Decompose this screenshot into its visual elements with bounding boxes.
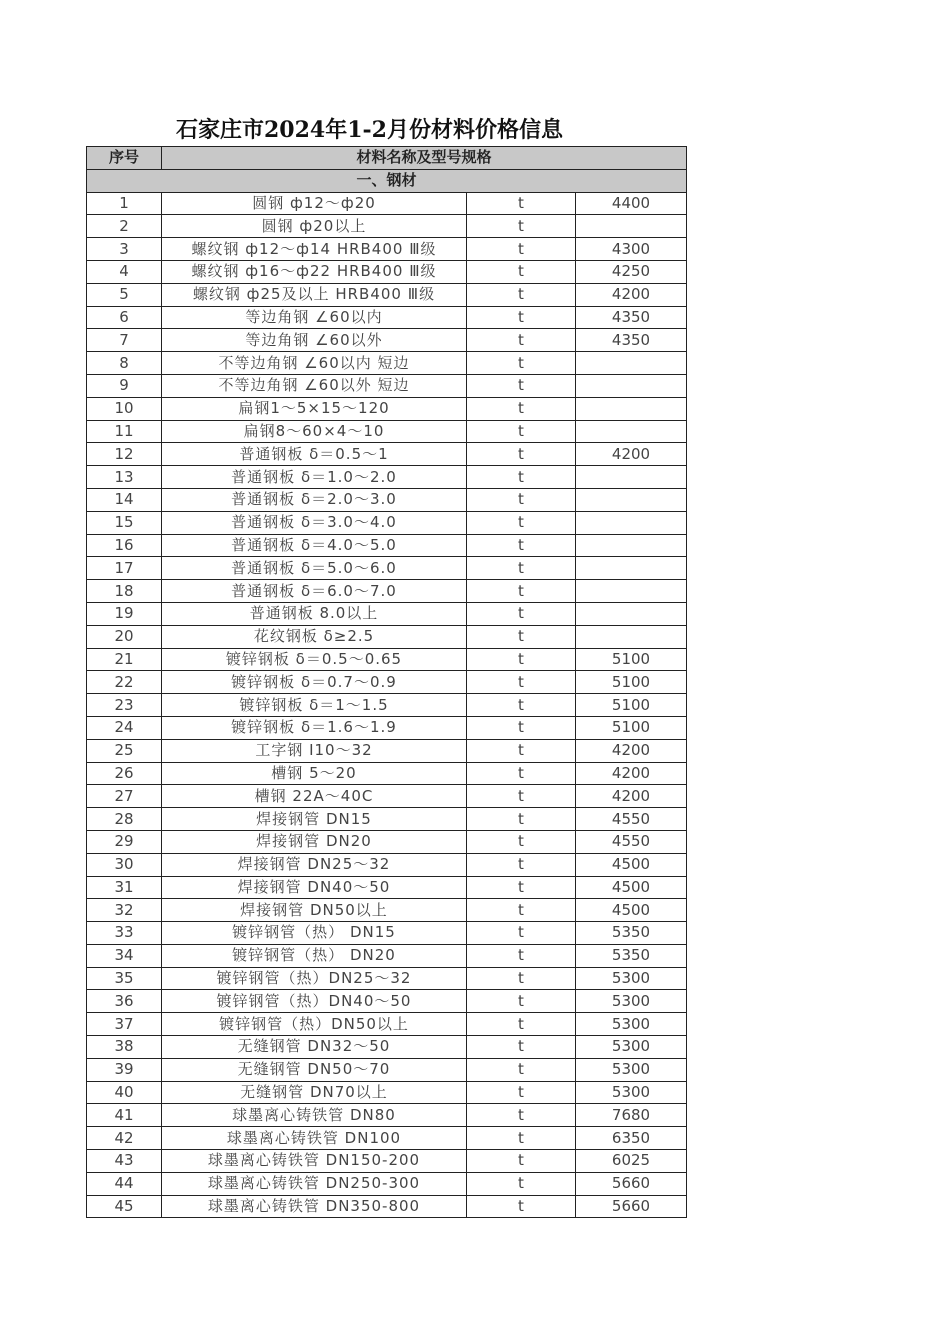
material-name: 不等边角钢 ∠60以内 短边 (162, 352, 467, 375)
material-name: 普通钢板 δ＝3.0～4.0 (162, 511, 467, 534)
row-number: 36 (87, 990, 162, 1013)
row-number: 5 (87, 283, 162, 306)
unit: t (467, 1036, 576, 1059)
table-row (87, 260, 687, 283)
row-number: 39 (87, 1058, 162, 1081)
unit: t (467, 1195, 576, 1218)
table-row (87, 511, 687, 534)
price: 4200 (576, 283, 687, 306)
material-name: 螺纹钢 ф25及以上 HRB400 Ⅲ级 (162, 283, 467, 306)
material-name: 镀锌钢管（热）DN40～50 (162, 990, 467, 1013)
row-number: 1 (87, 192, 162, 215)
price: 4550 (576, 808, 687, 831)
price (576, 215, 687, 238)
row-number: 42 (87, 1127, 162, 1150)
row-number: 3 (87, 238, 162, 261)
row-number: 11 (87, 420, 162, 443)
table-row (87, 602, 687, 625)
price: 5300 (576, 990, 687, 1013)
price: 5100 (576, 716, 687, 739)
row-number: 26 (87, 762, 162, 785)
table-row (87, 1195, 687, 1218)
material-name: 等边角钢 ∠60以外 (162, 329, 467, 352)
price: 5100 (576, 694, 687, 717)
unit: t (467, 990, 576, 1013)
row-number: 24 (87, 716, 162, 739)
price: 4200 (576, 739, 687, 762)
table-row (87, 1036, 687, 1059)
table-row (87, 716, 687, 739)
price: 5300 (576, 1013, 687, 1036)
price: 5300 (576, 1081, 687, 1104)
unit: t (467, 215, 576, 238)
header-name: 材料名称及型号规格 (162, 147, 687, 170)
unit: t (467, 329, 576, 352)
price (576, 352, 687, 375)
material-name: 球墨离心铸铁管 DN350-800 (162, 1195, 467, 1218)
unit: t (467, 443, 576, 466)
price (576, 511, 687, 534)
table-row (87, 1058, 687, 1081)
table-row (87, 1104, 687, 1127)
material-name: 焊接钢管 DN40～50 (162, 876, 467, 899)
material-name: 普通钢板 δ＝1.0～2.0 (162, 466, 467, 489)
unit: t (467, 694, 576, 717)
material-name: 焊接钢管 DN15 (162, 808, 467, 831)
table-row (87, 1127, 687, 1150)
price: 5300 (576, 1058, 687, 1081)
table-row (87, 830, 687, 853)
material-name: 普通钢板 δ＝5.0～6.0 (162, 557, 467, 580)
price: 5100 (576, 648, 687, 671)
table-row (87, 352, 687, 375)
table-row (87, 876, 687, 899)
table-row (87, 648, 687, 671)
row-number: 23 (87, 694, 162, 717)
table-body (87, 169, 687, 1218)
material-name: 普通钢板 δ＝0.5～1 (162, 443, 467, 466)
unit: t (467, 488, 576, 511)
table-row (87, 967, 687, 990)
price: 4200 (576, 762, 687, 785)
material-name: 螺纹钢 ф16～ф22 HRB400 Ⅲ级 (162, 260, 467, 283)
row-number: 18 (87, 580, 162, 603)
material-name: 无缝钢管 DN70以上 (162, 1081, 467, 1104)
price (576, 420, 687, 443)
row-number: 33 (87, 922, 162, 945)
material-name: 无缝钢管 DN50～70 (162, 1058, 467, 1081)
price: 5660 (576, 1195, 687, 1218)
unit: t (467, 534, 576, 557)
row-number: 31 (87, 876, 162, 899)
price (576, 397, 687, 420)
price: 4200 (576, 443, 687, 466)
table-row (87, 192, 687, 215)
table-row (87, 215, 687, 238)
unit: t (467, 762, 576, 785)
price (576, 466, 687, 489)
table-row (87, 739, 687, 762)
table-row (87, 853, 687, 876)
material-name: 镀锌钢管（热）DN25～32 (162, 967, 467, 990)
row-number: 45 (87, 1195, 162, 1218)
unit: t (467, 397, 576, 420)
row-number: 16 (87, 534, 162, 557)
row-number: 25 (87, 739, 162, 762)
unit: t (467, 1081, 576, 1104)
row-number: 28 (87, 808, 162, 831)
price (576, 557, 687, 580)
material-name: 镀锌钢管（热） DN15 (162, 922, 467, 945)
price: 4400 (576, 192, 687, 215)
table-row (87, 762, 687, 785)
unit: t (467, 899, 576, 922)
price (576, 374, 687, 397)
unit: t (467, 1013, 576, 1036)
unit: t (467, 192, 576, 215)
material-name: 焊接钢管 DN20 (162, 830, 467, 853)
price: 5300 (576, 967, 687, 990)
material-name: 焊接钢管 DN25～32 (162, 853, 467, 876)
price: 5660 (576, 1172, 687, 1195)
unit: t (467, 739, 576, 762)
table-row (87, 306, 687, 329)
material-name: 球墨离心铸铁管 DN100 (162, 1127, 467, 1150)
unit: t (467, 808, 576, 831)
price (576, 534, 687, 557)
category-label: 一、钢材 (87, 169, 687, 192)
unit: t (467, 625, 576, 648)
material-name: 扁钢8～60×4～10 (162, 420, 467, 443)
table-row (87, 443, 687, 466)
row-number: 37 (87, 1013, 162, 1036)
price-table (86, 146, 687, 1218)
unit: t (467, 1058, 576, 1081)
row-number: 30 (87, 853, 162, 876)
material-name: 花纹钢板 δ≥2.5 (162, 625, 467, 648)
price: 5300 (576, 1036, 687, 1059)
material-name: 普通钢板 δ＝4.0～5.0 (162, 534, 467, 557)
table-row (87, 374, 687, 397)
material-name: 焊接钢管 DN50以上 (162, 899, 467, 922)
table-row (87, 488, 687, 511)
unit: t (467, 1104, 576, 1127)
row-number: 34 (87, 944, 162, 967)
price: 4250 (576, 260, 687, 283)
unit: t (467, 1150, 576, 1173)
table-row (87, 1150, 687, 1173)
material-name: 普通钢板 δ＝2.0～3.0 (162, 488, 467, 511)
table-row (87, 671, 687, 694)
material-name: 镀锌钢板 δ＝0.5～0.65 (162, 648, 467, 671)
material-name: 不等边角钢 ∠60以外 短边 (162, 374, 467, 397)
table-row (87, 466, 687, 489)
unit: t (467, 466, 576, 489)
row-number: 29 (87, 830, 162, 853)
category-row (87, 169, 687, 192)
material-name: 圆钢 ф20以上 (162, 215, 467, 238)
table-row (87, 694, 687, 717)
material-name: 球墨离心铸铁管 DN250-300 (162, 1172, 467, 1195)
material-name: 槽钢 22A～40C (162, 785, 467, 808)
material-name: 镀锌钢板 δ＝1～1.5 (162, 694, 467, 717)
table-row (87, 944, 687, 967)
material-name: 螺纹钢 ф12～ф14 HRB400 Ⅲ级 (162, 238, 467, 261)
unit: t (467, 1127, 576, 1150)
row-number: 27 (87, 785, 162, 808)
table-row (87, 329, 687, 352)
row-number: 40 (87, 1081, 162, 1104)
row-number: 14 (87, 488, 162, 511)
page-title: 石家庄市2024年1-2月份材料价格信息 (176, 117, 563, 143)
table-row (87, 238, 687, 261)
table-row (87, 899, 687, 922)
material-name: 等边角钢 ∠60以内 (162, 306, 467, 329)
row-number: 2 (87, 215, 162, 238)
row-number: 6 (87, 306, 162, 329)
row-number: 9 (87, 374, 162, 397)
row-number: 13 (87, 466, 162, 489)
unit: t (467, 511, 576, 534)
table-row (87, 625, 687, 648)
price (576, 488, 687, 511)
row-number: 35 (87, 967, 162, 990)
price (576, 580, 687, 603)
price: 5350 (576, 944, 687, 967)
unit: t (467, 557, 576, 580)
table-row (87, 1013, 687, 1036)
table-row (87, 397, 687, 420)
row-number: 22 (87, 671, 162, 694)
table-row (87, 534, 687, 557)
material-name: 镀锌钢管（热）DN50以上 (162, 1013, 467, 1036)
price: 6025 (576, 1150, 687, 1173)
row-number: 7 (87, 329, 162, 352)
unit: t (467, 352, 576, 375)
row-number: 19 (87, 602, 162, 625)
price: 4350 (576, 329, 687, 352)
row-number: 44 (87, 1172, 162, 1195)
unit: t (467, 785, 576, 808)
table-row (87, 1172, 687, 1195)
header-row (87, 147, 687, 170)
row-number: 17 (87, 557, 162, 580)
material-name: 镀锌钢管（热） DN20 (162, 944, 467, 967)
unit: t (467, 648, 576, 671)
price: 4200 (576, 785, 687, 808)
material-name: 普通钢板 8.0以上 (162, 602, 467, 625)
price: 4500 (576, 876, 687, 899)
row-number: 20 (87, 625, 162, 648)
unit: t (467, 944, 576, 967)
unit: t (467, 580, 576, 603)
price (576, 625, 687, 648)
unit: t (467, 283, 576, 306)
unit: t (467, 420, 576, 443)
unit: t (467, 671, 576, 694)
material-name: 圆钢 ф12～ф20 (162, 192, 467, 215)
price: 6350 (576, 1127, 687, 1150)
material-name: 工字钢 Ⅰ10～32 (162, 739, 467, 762)
price (576, 602, 687, 625)
material-name: 无缝钢管 DN32～50 (162, 1036, 467, 1059)
price: 5100 (576, 671, 687, 694)
material-name: 普通钢板 δ＝6.0～7.0 (162, 580, 467, 603)
unit: t (467, 238, 576, 261)
material-name: 镀锌钢板 δ＝1.6～1.9 (162, 716, 467, 739)
price: 4500 (576, 853, 687, 876)
unit: t (467, 1172, 576, 1195)
material-name: 镀锌钢板 δ＝0.7～0.9 (162, 671, 467, 694)
unit: t (467, 306, 576, 329)
row-number: 8 (87, 352, 162, 375)
table-row (87, 990, 687, 1013)
material-name: 球墨离心铸铁管 DN150-200 (162, 1150, 467, 1173)
material-name: 槽钢 5～20 (162, 762, 467, 785)
price: 4500 (576, 899, 687, 922)
row-number: 4 (87, 260, 162, 283)
row-number: 32 (87, 899, 162, 922)
table-row (87, 557, 687, 580)
price: 4300 (576, 238, 687, 261)
unit: t (467, 967, 576, 990)
row-number: 38 (87, 1036, 162, 1059)
price: 4350 (576, 306, 687, 329)
price: 5350 (576, 922, 687, 945)
row-number: 41 (87, 1104, 162, 1127)
row-number: 43 (87, 1150, 162, 1173)
table-row (87, 580, 687, 603)
price: 7680 (576, 1104, 687, 1127)
material-name: 扁钢1～5×15～120 (162, 397, 467, 420)
unit: t (467, 853, 576, 876)
unit: t (467, 922, 576, 945)
table-row (87, 922, 687, 945)
table-row (87, 420, 687, 443)
price: 4550 (576, 830, 687, 853)
unit: t (467, 830, 576, 853)
unit: t (467, 260, 576, 283)
unit: t (467, 602, 576, 625)
row-number: 10 (87, 397, 162, 420)
row-number: 12 (87, 443, 162, 466)
unit: t (467, 716, 576, 739)
material-name: 球墨离心铸铁管 DN80 (162, 1104, 467, 1127)
table-row (87, 785, 687, 808)
row-number: 21 (87, 648, 162, 671)
row-number: 15 (87, 511, 162, 534)
table-row (87, 1081, 687, 1104)
unit: t (467, 374, 576, 397)
header-no: 序号 (87, 147, 162, 170)
unit: t (467, 876, 576, 899)
table-row (87, 808, 687, 831)
table-row (87, 283, 687, 306)
